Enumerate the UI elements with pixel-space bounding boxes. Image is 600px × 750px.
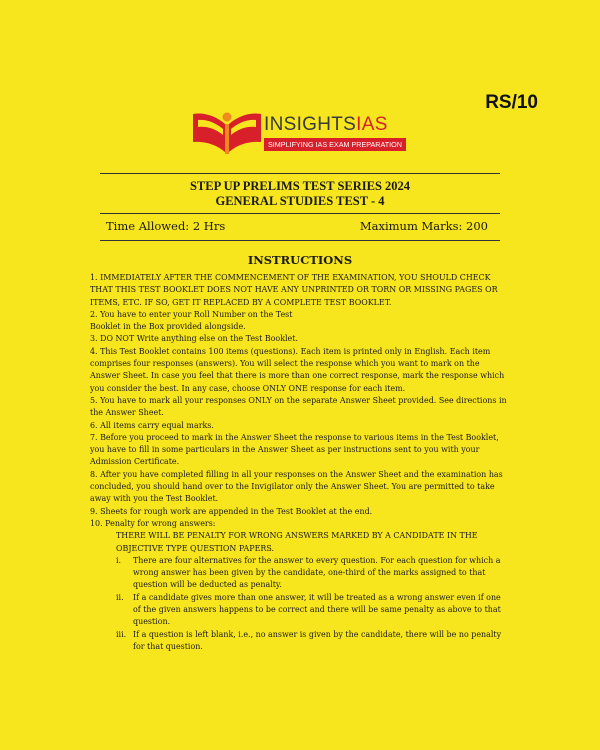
instruction-item: 3. DO NOT Write anything else on the Test Booklet. <box>90 334 298 344</box>
penalty-item <box>90 555 510 592</box>
logo-brand-text <box>264 114 388 136</box>
instruction-item: 8. After you have completed filling in all your responses on the Answer Sheet and the examination has concluded, you should hand over to the Invigilator only the Answer Sheet. You are permitted to take away with you the Test Booklet. <box>90 469 503 504</box>
penalty-item-text: There are four alternatives for the answer to every question. For each question for which a wrong answer has been given by the candidate, one-third of the marks assigned to that question will be deducted as penalty. <box>133 555 501 590</box>
booklet-code: RS/10 <box>485 92 538 113</box>
instruction-item: Booklet in the Box provided alongside. <box>90 322 246 332</box>
penalty-item <box>90 629 510 654</box>
logo-tagline: SIMPLIFYING IAS EXAM PREPARATION <box>264 138 406 151</box>
instruction-item: 4. This Test Booklet contains 100 items (questions). Each item is printed only in English. Each item comprises four responses (answers). You will select the response which you want to mark on the Answer Sheet. In case you feel that there is more than one correct response, mark the response which you consider the best. In any case, choose ONLY ONE response for each item. <box>90 346 505 393</box>
series-title: STEP UP PRELIMS TEST SERIES 2024 <box>189 179 411 193</box>
divider-middle <box>100 213 500 214</box>
instructions-title: INSTRUCTIONS <box>247 253 353 267</box>
logo-brand-part1: INSIGHTS <box>264 114 357 135</box>
maximum-marks: Maximum Marks: 200 <box>359 219 488 233</box>
insightsias-logo <box>192 108 412 160</box>
penalty-item-text: If a candidate gives more than one answer, it will be treated as a wrong answer even if one of the given answers happens to be correct and there will be same penalty as above to that question. <box>133 592 501 627</box>
instruction-item: 9. Sheets for rough work are appended in the Test Booklet at the end. <box>90 506 373 516</box>
instruction-item: 1. IMMEDIATELY AFTER THE COMMENCEMENT OF THE EXAMINATION, YOU SHOULD CHECK THAT THIS TEST BOOKLET DOES NOT HAVE ANY UNPRINTED OR TORN OR MISSING PAGES OR ITEMS, ETC. IF SO, GET IT REPLACED BY A COMPLETE TEST BOOKLET. <box>90 273 498 307</box>
time-allowed: Time Allowed: 2 Hrs <box>106 219 226 233</box>
instruction-item: 7. Before you proceed to mark in the Answer Sheet the response to various items in the Test Booklet, you have to fill in some particulars in the Answer Sheet as per instructions sent to you with your Admission Certificate. <box>90 432 499 467</box>
penalty-item-number: iii. <box>116 629 127 639</box>
penalty-item <box>90 592 510 629</box>
divider-top <box>100 173 500 174</box>
divider-bottom <box>100 240 500 241</box>
instruction-item: 10. Penalty for wrong answers: <box>90 518 216 528</box>
exam-meta <box>106 219 488 233</box>
instruction-item: 6. All items carry equal marks. <box>90 420 214 430</box>
test-title: GENERAL STUDIES TEST - 4 <box>215 194 385 208</box>
penalty-note: THERE WILL BE PENALTY FOR WRONG ANSWERS MARKED BY A CANDIDATE IN THE OBJECTIVE TYPE QUESTION PAPERS. <box>116 531 478 553</box>
penalty-item-text: If a question is left blank, i.e., no answer is given by the candidate, there will be no penalty for that question. <box>133 629 502 651</box>
penalty-item-number: i. <box>116 555 122 565</box>
logo-brand-part2: IAS <box>356 114 388 135</box>
instructions-body <box>90 272 510 653</box>
instruction-item: 2. You have to enter your Roll Number on the Test <box>90 309 293 319</box>
instruction-item: 5. You have to mark all your responses ONLY on the separate Answer Sheet provided. See directions in the Answer Sheet. <box>90 395 507 418</box>
open-book-logo-icon <box>192 108 262 160</box>
penalty-item-number: ii. <box>116 592 124 602</box>
